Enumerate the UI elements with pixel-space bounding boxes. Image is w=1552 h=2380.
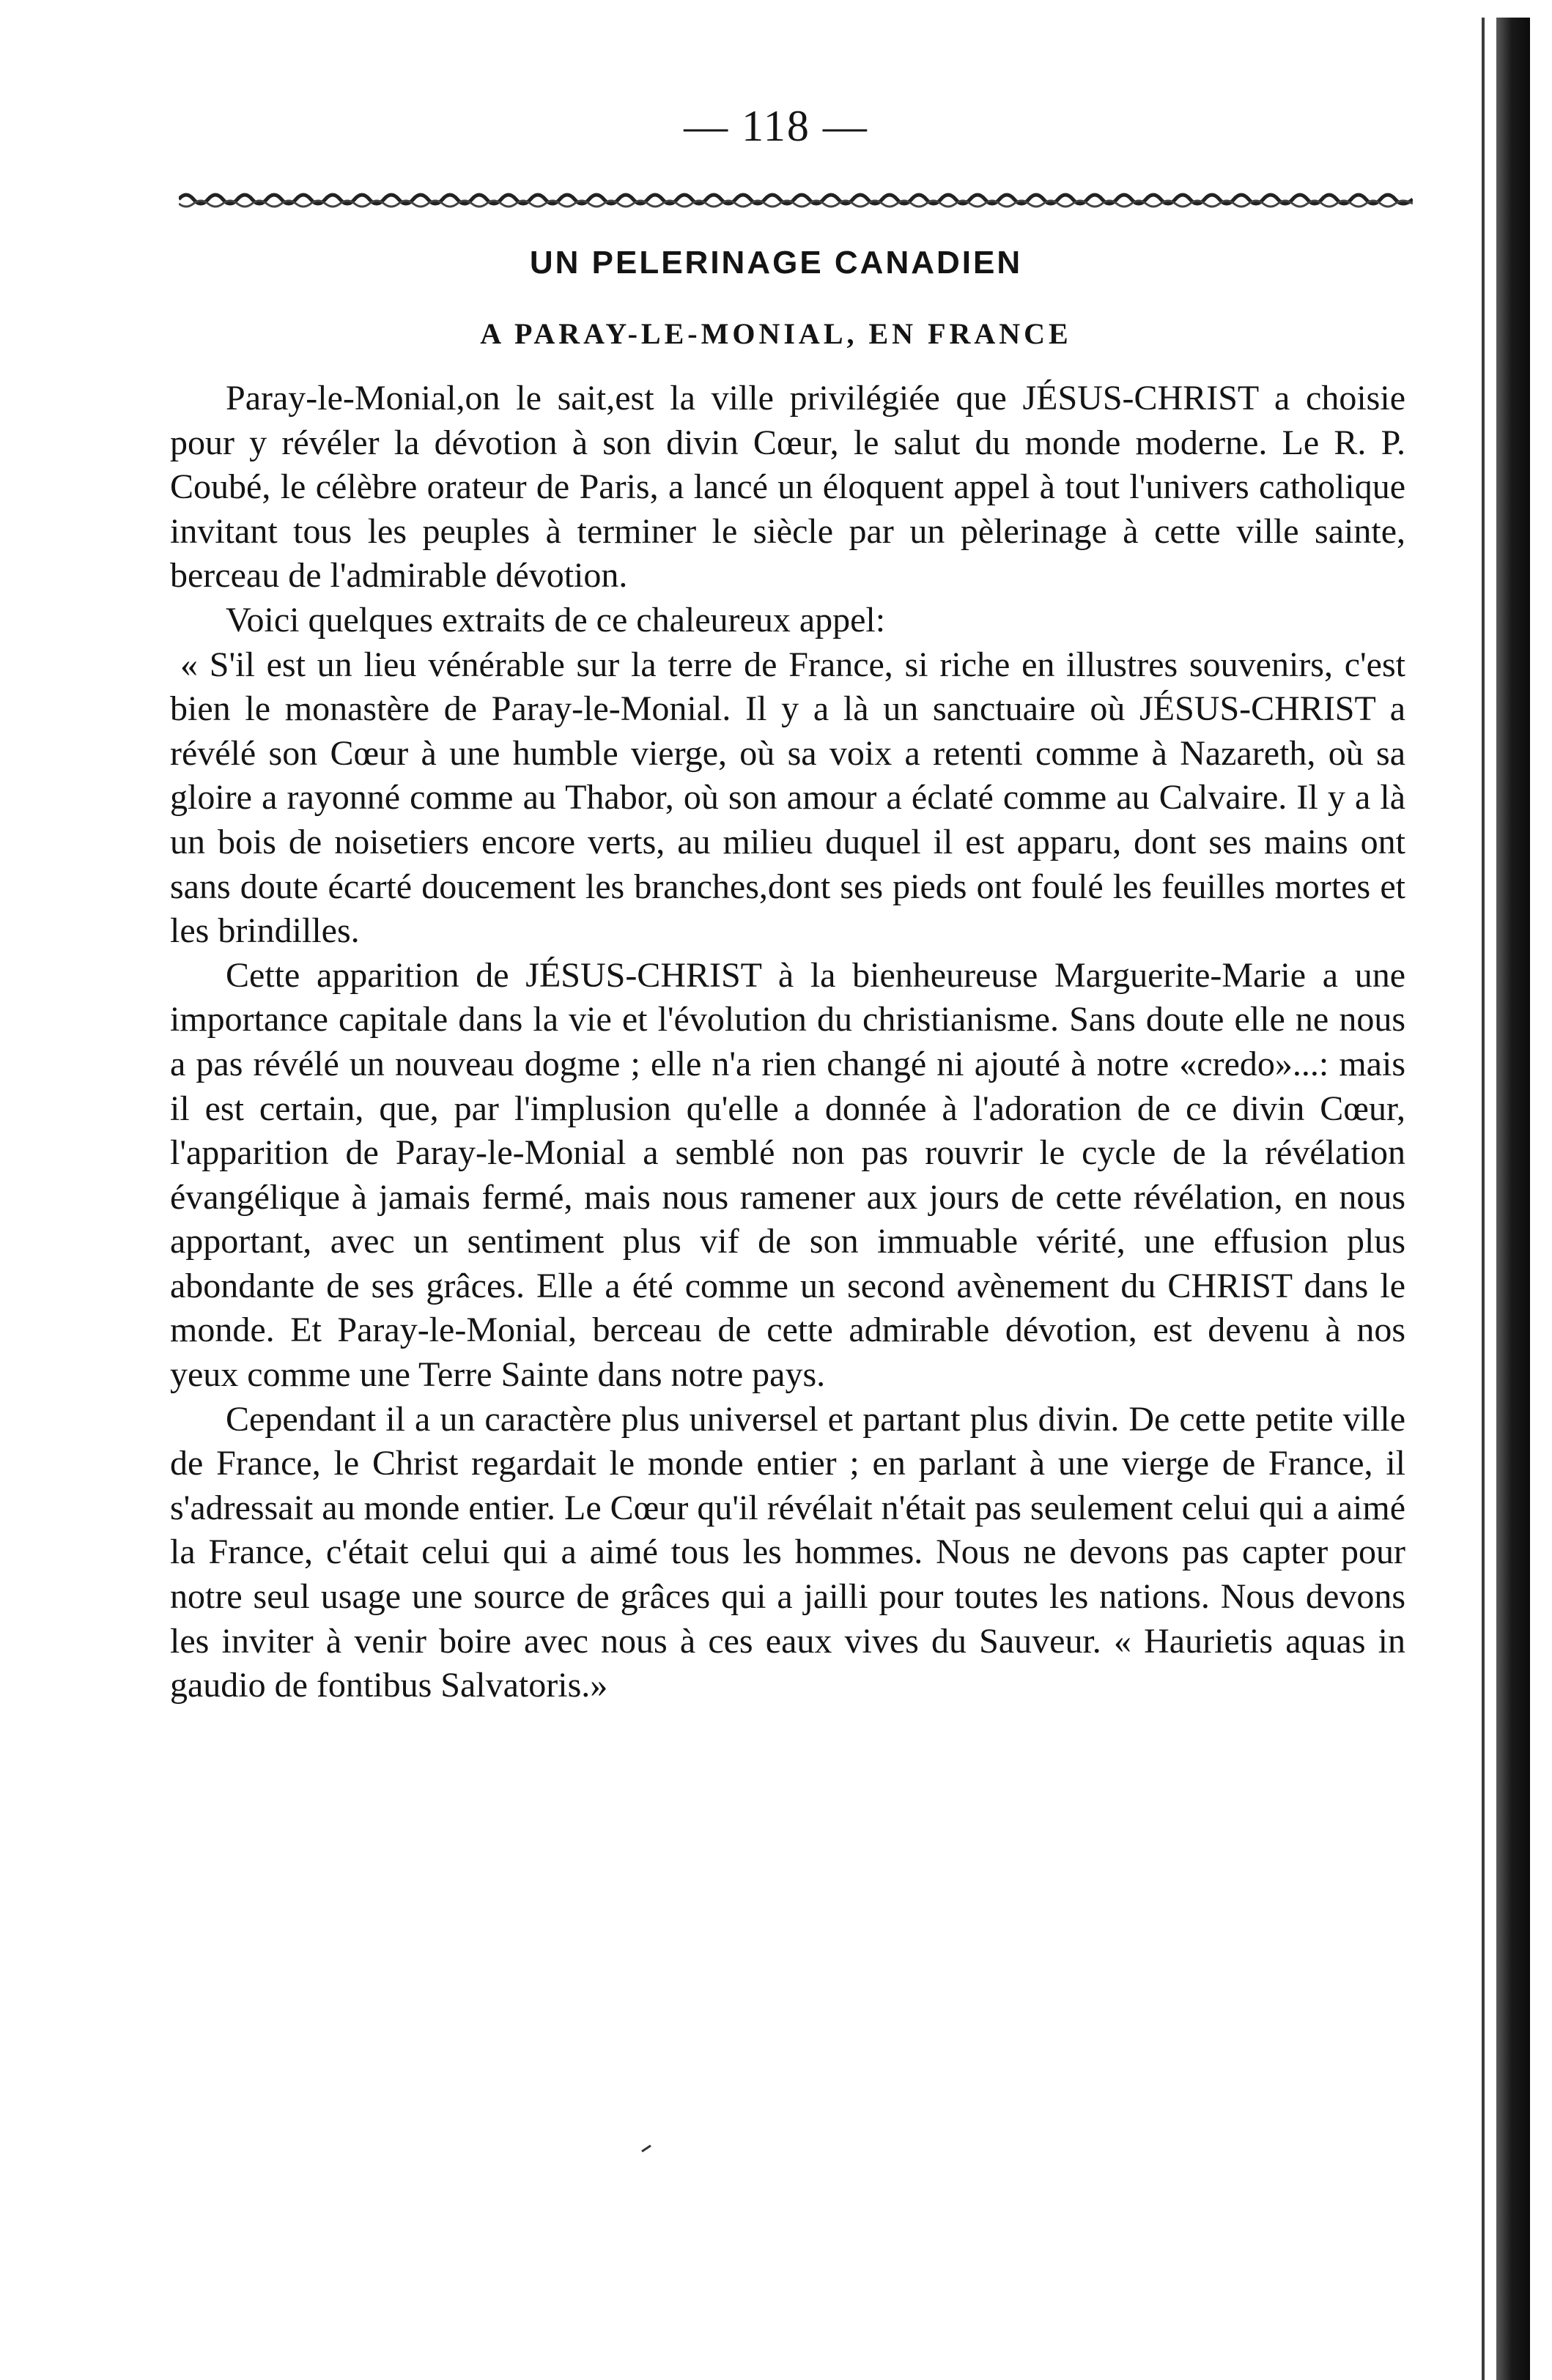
binding-edge-line [1482,18,1485,2380]
paragraph: Cependant il a un caractère plus universel et partant plus divin. De cette petite ville de France, le Christ regardait le monde entier ; en parlant à une vierge de France, il s'adressait au monde entier. Le Cœur qu'il révélait n'était pas seulement celui qui a aimé la France, c'était celui qui a aimé tous les hommes. Nous ne devons pas capter pour notre seul usage une source de grâces qui a jailli pour toutes les nations. Nous devons les inviter à venir boire avec nous à ces eaux vives du Sauveur. « Haurietis aquas in gaudio de fontibus Salvatoris.» [170,1399,1405,1705]
ink-speck [640,2145,652,2152]
paragraph: Paray-le-Monial,on le sait,est la ville privilégiée que JÉSUS-CHRIST a choisie pour y révéler la dévotion à son divin Cœur, le salut du monde moderne. Le R. P. Coubé, le célèbre orateur de Paris, a lancé un éloquent appel à tout l'univers catholique invitant tous les peuples à terminer le siècle par un pèlerinage à cette ville sainte, berceau de l'admirable dévotion. [170,379,1405,596]
decorative-rule [179,188,1413,211]
page-number: — 118 — [684,102,868,150]
article-title: UN PELERINAGE CANADIEN [529,245,1023,281]
binding-edge [1496,18,1530,2380]
article-subtitle: A PARAY-LE-MONIAL, EN FRANCE [480,317,1072,350]
paragraph: Voici quelques extraits de ce chaleureux appel: [226,600,886,640]
quote-paragraph: « S'il est un lieu vénérable sur la terre de France, si riche en illustres souvenirs, c'est bien le monastère de Paray-le-Monial. Il y a là un sanctuaire où JÉSUS-CHRIST a révélé son Cœur à une humble vierge, où sa voix a retenti comme à Nazareth, où sa gloire a rayonné comme au Thabor, où son amour a éclaté comme au Calvaire. Il y a là un bois de noisetiers encore verts, au milieu duquel il est apparu, dont ses mains ont sans doute écarté doucement les branches,dont ses pieds ont foulé les feuilles mortes et les brindilles. [170,645,1405,951]
article-body [170,377,1405,1708]
paragraph: Cette apparition de JÉSUS-CHRIST à la bienheureuse Marguerite-Marie a une importance capitale dans la vie et l'évolution du christianisme. Sans doute elle ne nous a pas révélé un nouveau dogme ; elle n'a rien changé ni ajouté à notre «credo»...: mais il est certain, que, par l'implusion qu'elle a donnée à l'adoration de ce divin Cœur, l'apparition de Paray-le-Monial a semblé non pas rouvrir le cycle de la révélation évangélique à jamais fermé, mais nous ramener aux jours de cette révélation, en nous apportant, avec un sentiment plus vif de son immuable vérité, une effusion plus abondante de ses grâces. Elle a été comme un second avènement du CHRIST dans le monde. Et Paray-le-Monial, berceau de cette admirable dévotion, est devenu à nos yeux comme une Terre Sainte dans notre pays. [170,955,1405,1395]
